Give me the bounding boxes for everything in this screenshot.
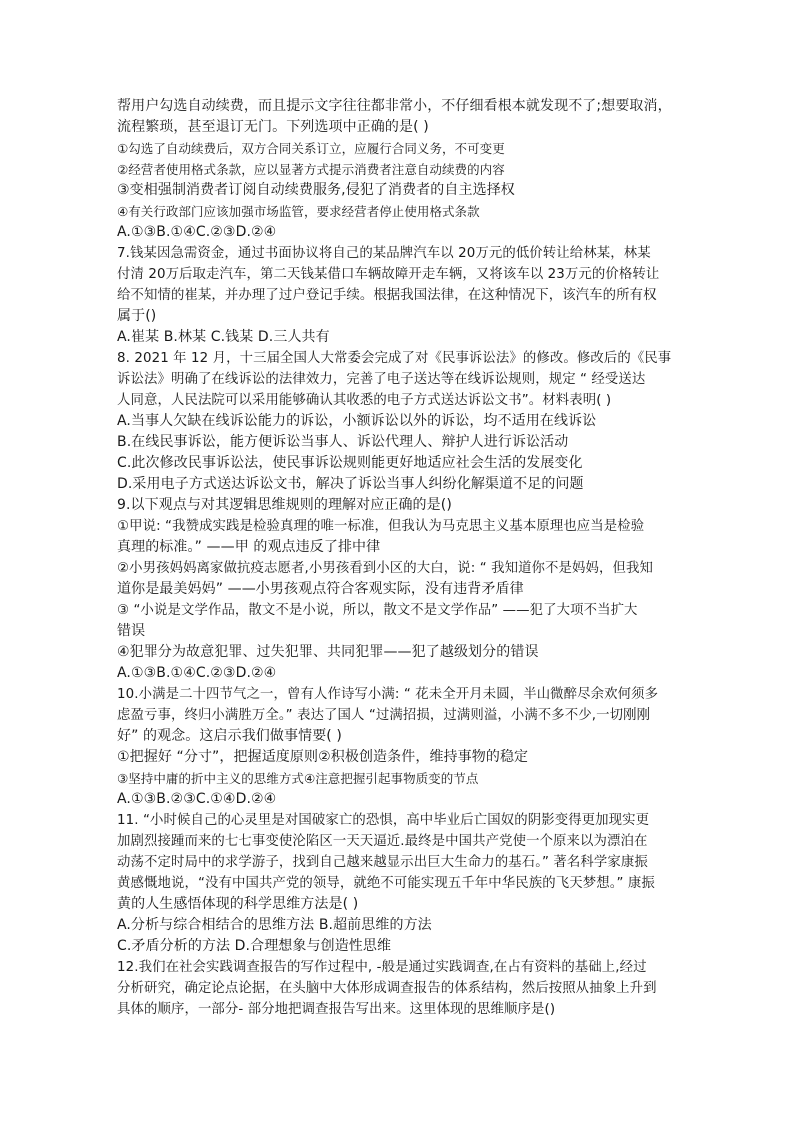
question-7-text: 属于() [117,308,157,324]
question-8-text: 人同意，人民法院可以采用能够确认其收悉的电子方式送达诉讼文书”。材料表明( ) [117,393,612,408]
option-line: ②小男孩妈妈离家做抗疫志愿者,小男孩看到小区的大白，说: “ 我知道你不是妈妈，但我知 [117,561,653,576]
question-11-text: 黄的人生感悟体现的科学思维方法是( ) [117,896,359,912]
option-line: ③坚持中庸的折中主义的思维方式④注意把握引起事物质变的节点 [117,771,479,786]
option-line: D.采用电子方式送达诉讼文书，解决了诉讼当事人纠纷化解渠道不足的问题 [117,476,584,492]
question-11-text: 加剧烈接踵而来的七七事变使沦陷区一天天逼近.最终是中国共产党使一个原来以为漂泊在 [117,834,648,849]
option-line: 错误 [117,623,146,639]
question-10-text: 10.小满是二十四节气之一，曾有人作诗写小满: “ 花未全开月未圆，半山微醉尽余欢何须多 [117,687,659,702]
text-line: 帮用户勾选自动续费，而且提示文字往往都非常小，不仔细看根本就发现不了;想要取消， [117,98,672,114]
answer-choices: C.矛盾分析的方法 D.合理想象与创造性思维 [117,938,392,954]
option-line: C.此次修改民事诉讼法，使民事诉讼规则能更好地适应社会生活的发展变化 [117,455,583,471]
question-8-text: 诉讼法》明确了在线诉讼的法律效力，完善了电子送达等在线诉讼规则，规定 “ 经受送达 [117,372,646,387]
question-8-text: 8. 2021 年 12 月，十三届全国人大常委会完成了对《民事诉讼法》的修改。修改后的《民事 [117,351,672,366]
question-12-text: 12.我们在社会实践调查报告的写作过程中, -般是通过实践调查,在占有资料的基础上,经过 [117,960,647,975]
option-line: B.在线民事诉讼，能方便诉讼当事人、诉讼代理人、辩护人进行诉讼活动 [117,434,569,450]
answer-choices: A.①③B.①④C.②③D.②④ [117,224,277,240]
text-line: 流程繁琐，甚至退订无门。下列选项中正确的是( ) [117,119,429,135]
question-7-text: 付清 20万后取走汽车，第二天钱某借口车辆故障开走车辆，又将该车以 23万元的价格转让 [117,267,660,282]
answer-choices: A.①③B.①④C.②③D.②④ [117,665,277,681]
question-11-text: 黄感慨地说，“没有中国共产党的领导，就绝不可能实现五千年中华民族的飞天梦想。” 康振 [117,876,655,891]
answer-choices: A.分析与综合相结合的思维方法 B.超前思维的方法 [117,917,432,933]
option-line: ①甲说: “我赞成实践是检验真理的唯一标准，但我认为马克思主义基本原理也应当是检验 [117,519,645,534]
option-line: 道你是最美妈妈” ——小男孩观点符合客观实际，没有违背矛盾律 [117,581,524,597]
answer-choices: A.崔某 B.林某 C.钱某 D.三人共有 [117,329,330,345]
option-line: ③ “小说是文学作品，散文不是小说，所以，散文不是文学作品” ——犯了大项不当扩大 [117,603,638,618]
question-7-text: 给不知情的崔某，并办理了过户登记手续。根据我国法律，在这种情况下，该汽车的所有权 [117,288,657,303]
option-line: ④有关行政部门应该加强市场监管，要求经营者停止使用格式条款 [117,204,480,219]
option-line: ①把握好 “分寸”，把握适度原则②积极创造条件，维持事物的稳定 [117,749,529,765]
question-9-text: 9.以下观点与对其逻辑思维规则的理解对应正确的是() [117,497,452,513]
question-10-text: 虑盈亏事，终归小满胜万全。” 表达了国人 “过满招损，过满则溢，小满不多不少,一切刚刚 [117,708,651,723]
question-11-text: 11. “小时候自己的心灵里是对国破家亡的恐惧，高中毕业后亡国奴的阴影变得更加现实更 [117,813,650,828]
question-12-text: 具体的顺序，一部分- 部分地把调查报告写出来。这里体现的思维顺序是() [117,1002,556,1017]
option-line: ③变相强制消费者订阅自动续费服务,侵犯了消费者的自主选择权 [117,182,515,198]
option-line: ②经营者使用格式条款，应以显著方式提示消费者注意自动续费的内容 [117,162,505,177]
answer-choices: A.①③B.②③C.①④D.②④ [117,791,277,807]
option-line: 真理的标准。” ——甲 的观点违反了排中律 [117,539,381,555]
option-line: ①勾选了自动续费后，双方合同关系订立，应履行合同义务，不可变更 [117,141,505,156]
question-7-text: 7.钱某因急需资金，通过书面协议将自己的某品牌汽车以 20万元的低价转让给林某，林某 [117,246,651,261]
question-10-text: 好” 的观念。这启示我们做事情要( ) [117,728,342,744]
option-line: A.当事人欠缺在线诉讼能力的诉讼，小额诉讼以外的诉讼，均不适用在线诉讼 [117,413,597,429]
question-12-text: 分析研究，确定论点论据，在头脑中大体形成调查报告的体系结构，然后按照从抽象上升到 [117,981,657,996]
option-line: ④犯罪分为故意犯罪、过失犯罪、共同犯罪——犯了越级划分的错误 [117,644,539,660]
document-page [117,96,677,1020]
question-11-text: 动荡不定时局中的求学游子，找到自己越来越显示出巨大生命力的基石。” 著名科学家康振 [117,855,648,870]
